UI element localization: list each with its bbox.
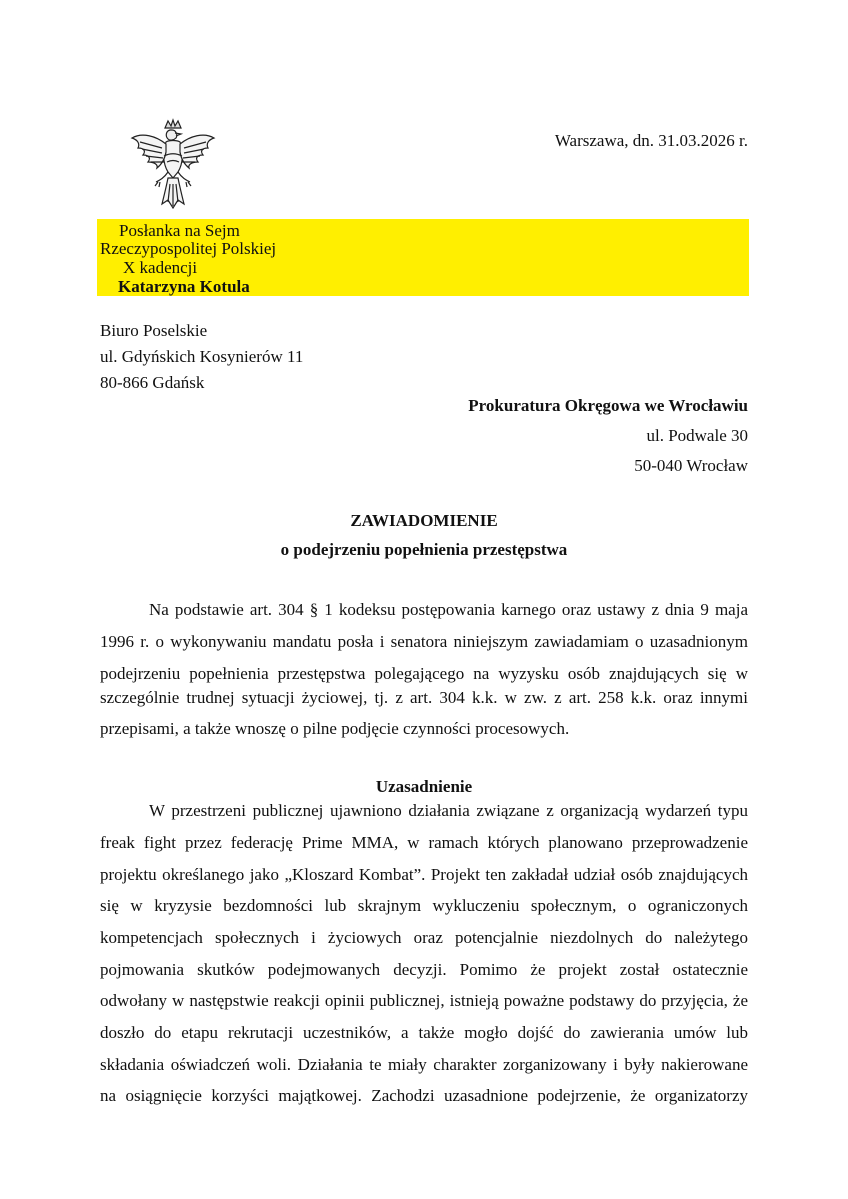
justification-line: freak fight przez federację Prime MMA, w ramach których planowano przeprowadzenie: [100, 833, 748, 852]
justification-line: się w kryzysie bezdomności lub skrajnym wykluczeniu społecznym, o ograniczonych: [100, 896, 748, 915]
intro-line: przepisami, a także wnoszę o pilne podjęcie czynności procesowych.: [100, 719, 570, 738]
recipient-city: 50-040 Wrocław: [634, 456, 748, 475]
recipient-address: [468, 396, 748, 486]
recipient-name: Prokuratura Okręgowa we Wrocławiu: [468, 396, 748, 415]
justification-line: składania oświadczeń woli. Działania te miały charakter zorganizowany i były nakierowane: [100, 1055, 748, 1074]
sender-street: ul. Gdyńskich Kosynierów 11: [100, 347, 304, 366]
author-title-line3: X kadencji: [123, 258, 198, 277]
recipient-street: ul. Podwale 30: [646, 426, 748, 445]
polish-eagle-emblem: [128, 118, 218, 210]
justification-line: W przestrzeni publicznej ujawniono działania związane z organizacją wydarzeń typu: [149, 801, 748, 820]
intro-line: Na podstawie art. 304 § 1 kodeksu postępowania karnego oraz ustawy z dnia 9 maja: [149, 600, 748, 619]
justification-line: na osiągnięcie korzyści majątkowej. Zachodzi uzasadnione podejrzenie, że organizatorzy: [100, 1086, 748, 1105]
intro-line: szczególnie trudnej sytuacji życiowej, tj. z art. 304 k.k. w zw. z art. 258 k.k. oraz innymi: [100, 688, 748, 707]
sender-office: Biuro Poselskie: [100, 321, 208, 340]
intro-line: 1996 r. o wykonywaniu mandatu posła i senatora niniejszym zawiadamiam o uzasadnionym: [100, 632, 748, 651]
author-title-line1: Posłanka na Sejm: [119, 221, 240, 240]
justification-line: kompetencjach społecznych i życiowych oraz potencjalnie niezdolnych do należytego: [100, 928, 748, 947]
author-name: Katarzyna Kotula: [118, 277, 250, 296]
sender-address: [100, 321, 303, 399]
author-title-line2: Rzeczypospolitej Polskiej: [100, 239, 277, 258]
justification-line: projektu określanego jako „Kloszard Kombat”. Projekt ten zakładał udział osób znajdujących: [100, 865, 748, 884]
justification-line: doszło do etapu rekrutacji uczestników, a także mogło dojść do zawierania umów lub: [100, 1023, 748, 1042]
document-subtitle: o podejrzeniu popełnienia przestępstwa: [280, 540, 568, 559]
justification-line: pojmowania skutków podejmowanych decyzji. Pomimo że projekt został ostatecznie: [100, 960, 748, 979]
intro-line: podejrzeniu popełnienia przestępstwa polegającego na wyzysku osób znajdujących się w: [100, 664, 748, 683]
document-date: Warszawa, dn. 31.03.2026 r.: [554, 131, 748, 150]
justification-heading: Uzasadnienie: [375, 777, 473, 796]
justification-line: odwołany w następstwie reakcji opinii publicznej, istnieją poważne podstawy do przyjęcia, że: [100, 991, 748, 1010]
sender-city: 80-866 Gdańsk: [100, 373, 205, 392]
author-box: [97, 219, 749, 296]
document-title: ZAWIADOMIENIE: [350, 511, 498, 530]
